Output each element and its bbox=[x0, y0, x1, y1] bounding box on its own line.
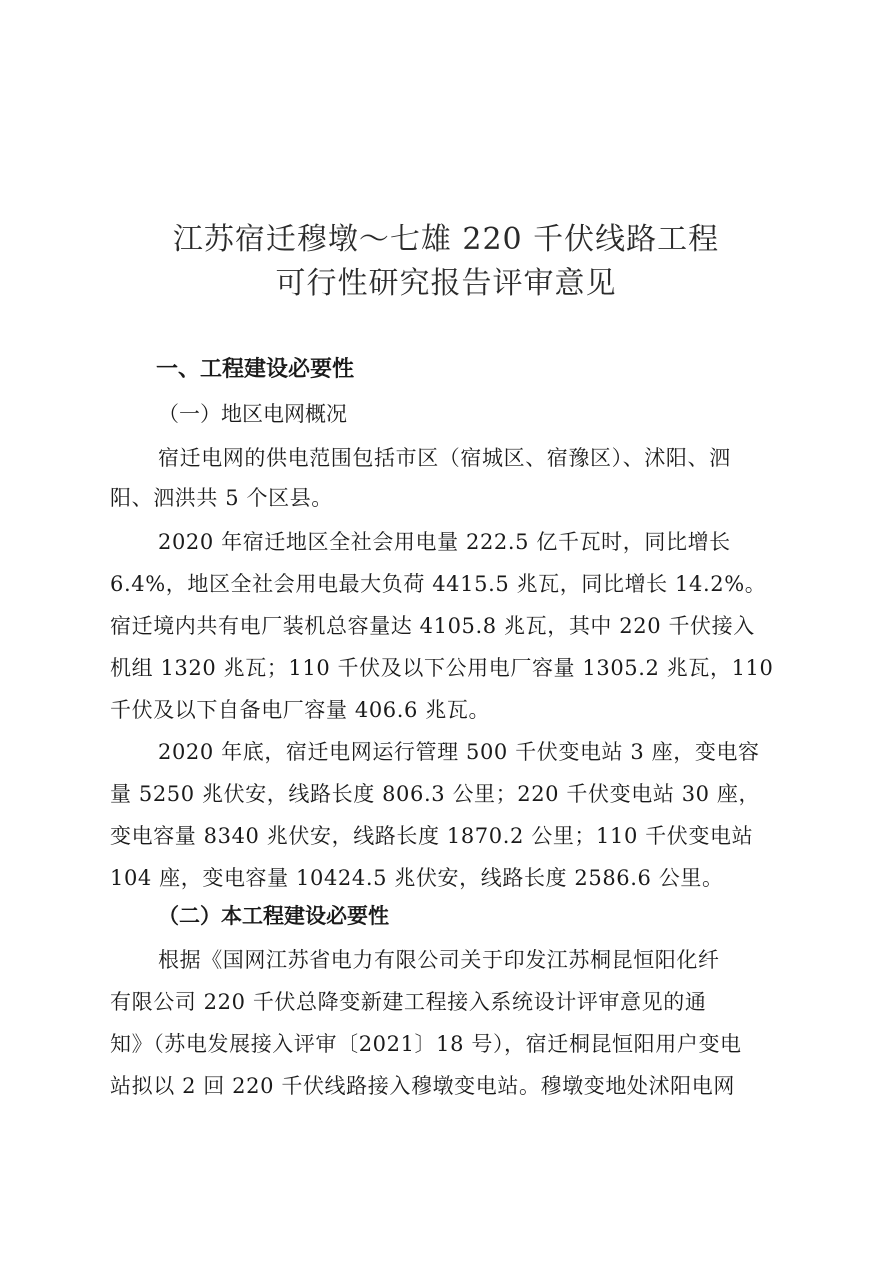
paragraph-line: 变电容量 8340 兆伏安，线路长度 1870.2 公里；110 千伏变电站 bbox=[110, 824, 754, 848]
paragraph-line: 104 座，变电容量 10424.5 兆伏安，线路长度 2586.6 公里。 bbox=[110, 866, 724, 890]
section-heading-necessity: 一、工程建设必要性 bbox=[156, 357, 355, 382]
paragraph-line: 6.4%，地区全社会用电最大负荷 4415.5 兆瓦，同比增长 14.2%。 bbox=[110, 572, 767, 596]
paragraph-line: 有限公司 220 千伏总降变新建工程接入系统设计评审意见的通 bbox=[110, 990, 707, 1014]
paragraph-line: 知》（苏电发展接入评审〔2021〕18 号），宿迁桐昆恒阳用户变电 bbox=[110, 1032, 742, 1056]
subsection-heading-grid-overview: （一）地区电网概况 bbox=[158, 402, 347, 426]
paragraph-line: 千伏及以下自备电厂容量 406.6 兆瓦。 bbox=[110, 698, 491, 722]
paragraph-line: 宿迁电网的供电范围包括市区（宿城区、宿豫区）、沭阳、泗 bbox=[158, 446, 731, 470]
paragraph-line: 阳、泗洪共 5 个区县。 bbox=[110, 486, 333, 510]
paragraph-line: 量 5250 兆伏安，线路长度 806.3 公里；220 千伏变电站 30 座， bbox=[110, 782, 761, 806]
document-title-line-2: 可行性研究报告评审意见 bbox=[275, 266, 617, 301]
document-title-line-1: 江苏宿迁穆墩～七雄 220 千伏线路工程 bbox=[172, 222, 720, 257]
paragraph-line: 宿迁境内共有电厂装机总容量达 4105.8 兆瓦，其中 220 千伏接入 bbox=[110, 614, 755, 638]
paragraph-line: 站拟以 2 回 220 千伏线路接入穆墩变电站。穆墩变地处沭阳电网 bbox=[110, 1074, 735, 1098]
paragraph-line: 2020 年底，宿迁电网运行管理 500 千伏变电站 3 座，变电容 bbox=[158, 740, 760, 764]
paragraph-line: 机组 1320 兆瓦；110 千伏及以下公用电厂容量 1305.2 兆瓦，110 bbox=[110, 656, 774, 680]
paragraph-line: 2020 年宿迁地区全社会用电量 222.5 亿千瓦时，同比增长 bbox=[158, 530, 731, 554]
subsection-heading-project-necessity: （二）本工程建设必要性 bbox=[158, 903, 389, 928]
paragraph-line: 根据《国网江苏省电力有限公司关于印发江苏桐昆恒阳化纤 bbox=[158, 948, 720, 972]
